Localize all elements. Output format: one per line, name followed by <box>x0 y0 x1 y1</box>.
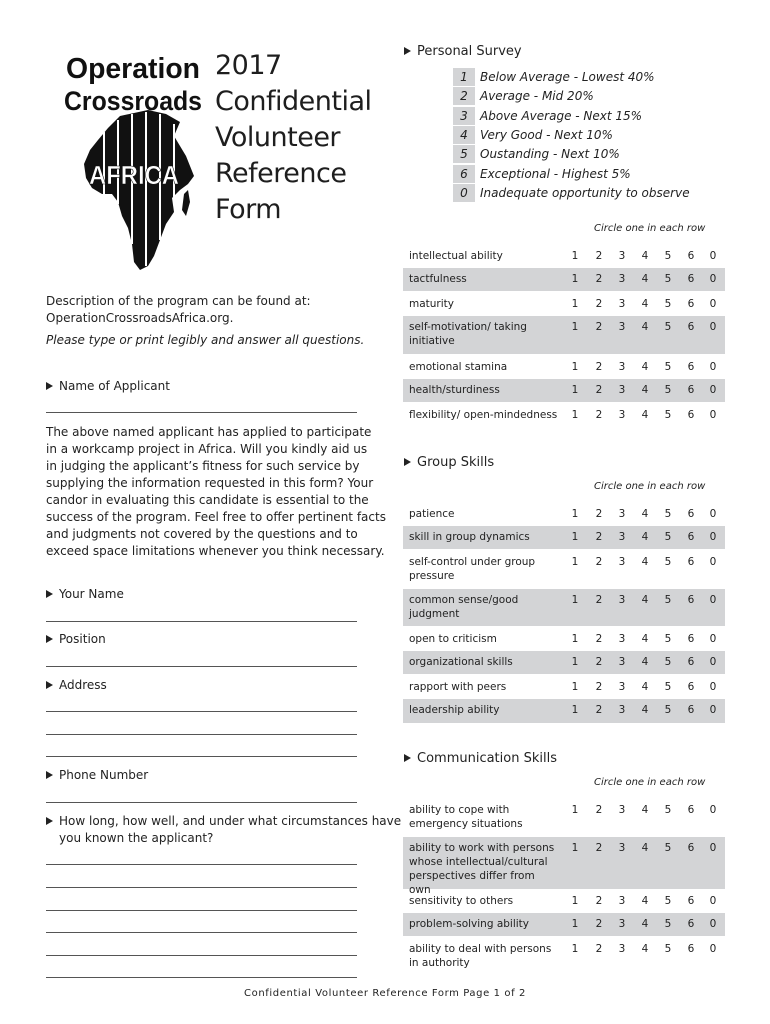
rating-option[interactable]: 0 <box>709 508 717 520</box>
rating-row <box>403 551 725 587</box>
rating-option[interactable]: 4 <box>641 918 649 930</box>
address-field-line-1[interactable] <box>46 711 357 712</box>
intro-line: in a workcamp project in Africa. Will you kindly aid us <box>46 442 368 456</box>
rating-row <box>403 316 725 354</box>
rating-item-label: tactfulness <box>409 273 467 285</box>
triangle-bullet-icon <box>46 590 53 598</box>
rating-option[interactable]: 4 <box>641 409 649 421</box>
rating-option[interactable]: 5 <box>664 943 672 955</box>
rating-option[interactable]: 6 <box>687 842 695 854</box>
how-long-field-line-5[interactable] <box>46 955 357 956</box>
rating-option[interactable]: 3 <box>618 556 626 568</box>
rating-row <box>403 938 725 974</box>
rating-option[interactable]: 2 <box>595 842 603 854</box>
rating-row <box>403 890 725 912</box>
rating-option[interactable]: 0 <box>709 804 717 816</box>
rating-option[interactable]: 0 <box>709 298 717 310</box>
rating-option[interactable]: 1 <box>571 842 579 854</box>
rating-option[interactable]: 5 <box>664 681 672 693</box>
rating-options <box>403 632 725 646</box>
rating-row <box>403 526 725 549</box>
rating-option[interactable]: 6 <box>687 250 695 262</box>
intro-line: success of the program. Feel free to offer pertinent facts <box>46 510 386 524</box>
operation-crossroads-africa-logo <box>62 44 204 274</box>
rating-option[interactable]: 5 <box>664 594 672 606</box>
rating-option[interactable]: 0 <box>709 556 717 568</box>
rating-option[interactable]: 5 <box>664 321 672 333</box>
rating-option[interactable]: 0 <box>709 704 717 716</box>
phone-number-label: Phone Number <box>46 767 148 784</box>
communication-skills-heading: Communication Skills <box>404 751 557 766</box>
rating-option[interactable]: 0 <box>709 681 717 693</box>
scale-description: Above Average - Next 15% <box>480 108 643 123</box>
rating-option[interactable]: 4 <box>641 895 649 907</box>
position-field[interactable] <box>46 666 357 667</box>
rating-option[interactable]: 3 <box>618 361 626 373</box>
rating-option[interactable]: 0 <box>709 943 717 955</box>
rating-option[interactable]: 1 <box>571 633 579 645</box>
rating-option[interactable]: 5 <box>664 508 672 520</box>
how-long-field-line-4[interactable] <box>46 932 357 933</box>
rating-item-label: rapport with peers <box>409 681 507 693</box>
logo-text-operation: Operation <box>66 53 200 85</box>
rating-option[interactable]: 1 <box>571 804 579 816</box>
rating-option[interactable]: 4 <box>641 273 649 285</box>
rating-option[interactable]: 6 <box>687 594 695 606</box>
rating-option[interactable]: 6 <box>687 273 695 285</box>
scale-description: Inadequate opportunity to observe <box>480 185 690 200</box>
rating-option[interactable]: 4 <box>641 298 649 310</box>
logo-text-crossroads: Crossroads <box>64 86 202 116</box>
rating-option[interactable]: 5 <box>664 361 672 373</box>
rating-option[interactable]: 2 <box>595 321 603 333</box>
rating-row <box>403 404 725 426</box>
rating-option[interactable]: 4 <box>641 804 649 816</box>
rating-options <box>403 272 725 286</box>
rating-option[interactable]: 4 <box>641 556 649 568</box>
rating-option[interactable]: 6 <box>687 681 695 693</box>
rating-option[interactable]: 6 <box>687 556 695 568</box>
rating-option[interactable]: 4 <box>641 681 649 693</box>
rating-option[interactable]: 4 <box>641 361 649 373</box>
rating-option[interactable]: 2 <box>595 508 603 520</box>
rating-option[interactable]: 1 <box>571 250 579 262</box>
address-field-line-2[interactable] <box>46 734 357 735</box>
triangle-bullet-icon <box>404 458 411 466</box>
rating-option[interactable]: 1 <box>571 704 579 716</box>
rating-option[interactable]: 6 <box>687 409 695 421</box>
rating-option[interactable]: 1 <box>571 556 579 568</box>
rating-option[interactable]: 2 <box>595 895 603 907</box>
name-of-applicant-label: Name of Applicant <box>46 378 170 395</box>
rating-item-label: problem-solving ability <box>409 918 530 930</box>
rating-option[interactable]: 4 <box>641 943 649 955</box>
how-long-field-line-6[interactable] <box>46 977 357 978</box>
rating-option[interactable]: 6 <box>687 298 695 310</box>
rating-item-label: common sense/good judgment <box>409 594 519 620</box>
title-reference: Reference <box>215 158 347 189</box>
group-skills-heading: Group Skills <box>404 455 494 470</box>
rating-item-label: leadership ability <box>409 704 500 716</box>
rating-option[interactable]: 2 <box>595 409 603 421</box>
rating-item-label: open to criticism <box>409 633 497 645</box>
rating-item-label: sensitivity to others <box>409 895 514 907</box>
title-confidential: Confidential <box>215 86 372 117</box>
rating-option[interactable]: 3 <box>618 409 626 421</box>
rating-option[interactable]: 6 <box>687 943 695 955</box>
rating-option[interactable]: 1 <box>571 943 579 955</box>
rating-option[interactable]: 6 <box>687 804 695 816</box>
rating-option[interactable]: 2 <box>595 384 603 396</box>
scale-number: 5 <box>453 145 475 163</box>
rating-option[interactable]: 6 <box>687 508 695 520</box>
triangle-bullet-icon <box>404 47 411 55</box>
rating-option[interactable]: 5 <box>664 704 672 716</box>
scale-number: 6 <box>453 165 475 183</box>
rating-option[interactable]: 0 <box>709 918 717 930</box>
rating-option[interactable]: 1 <box>571 531 579 543</box>
rating-item-label: ability to cope with emergency situations <box>409 804 523 830</box>
phone-number-field[interactable] <box>46 802 357 803</box>
how-long-field-line-2[interactable] <box>46 887 357 888</box>
rating-row <box>403 268 725 291</box>
intro-line: in judging the applicant’s fitness for such service by <box>46 459 360 473</box>
scale-row <box>453 145 733 164</box>
rating-option[interactable]: 0 <box>709 633 717 645</box>
rating-option[interactable]: 0 <box>709 321 717 333</box>
rating-option[interactable]: 3 <box>618 250 626 262</box>
rating-option[interactable]: 6 <box>687 704 695 716</box>
program-website: OperationCrossroadsAfrica.org. <box>46 311 234 325</box>
rating-option[interactable]: 2 <box>595 918 603 930</box>
triangle-bullet-icon <box>46 382 53 390</box>
rating-item-label: organizational skills <box>409 656 513 668</box>
rating-row <box>403 676 725 698</box>
rating-option[interactable]: 6 <box>687 361 695 373</box>
rating-item-label: emotional stamina <box>409 361 508 373</box>
scale-row <box>453 87 733 106</box>
rating-option[interactable]: 0 <box>709 409 717 421</box>
address-field-line-3[interactable] <box>46 756 357 757</box>
rating-options <box>403 320 725 334</box>
rating-row <box>403 503 725 525</box>
how-long-field-line-3[interactable] <box>46 910 357 911</box>
triangle-bullet-icon <box>46 817 53 825</box>
scale-number: 3 <box>453 107 475 125</box>
scale-description: Below Average - Lowest 40% <box>480 70 655 84</box>
rating-option[interactable]: 3 <box>618 943 626 955</box>
rating-options <box>403 841 725 855</box>
rating-option[interactable]: 5 <box>664 250 672 262</box>
scale-row <box>453 184 733 203</box>
rating-options <box>403 803 725 817</box>
instruction-text: Please type or print legibly and answer all questions. <box>46 333 365 347</box>
rating-option[interactable]: 3 <box>618 531 626 543</box>
rating-item-label: ability to deal with persons in authority <box>409 943 552 969</box>
rating-option[interactable]: 0 <box>709 273 717 285</box>
scale-number: 4 <box>453 126 475 144</box>
rating-option[interactable]: 4 <box>641 594 649 606</box>
logo-text-africa: AFRICA <box>89 160 180 190</box>
rating-item-label: ability to work with persons whose intellectual/cultural perspectives differ from own <box>409 842 555 896</box>
rating-option[interactable]: 3 <box>618 681 626 693</box>
rating-option[interactable]: 2 <box>595 273 603 285</box>
rating-option[interactable]: 5 <box>664 918 672 930</box>
scale-row <box>453 165 733 184</box>
rating-option[interactable]: 0 <box>709 895 717 907</box>
how-long-field-line-1[interactable] <box>46 864 357 865</box>
rating-option[interactable]: 6 <box>687 531 695 543</box>
rating-option[interactable]: 5 <box>664 804 672 816</box>
how-long-known-label-cont: you known the applicant? <box>59 831 214 845</box>
rating-option[interactable]: 0 <box>709 361 717 373</box>
rating-options <box>403 383 725 397</box>
rating-option[interactable]: 5 <box>664 895 672 907</box>
rating-option[interactable]: 4 <box>641 508 649 520</box>
rating-option[interactable]: 0 <box>709 656 717 668</box>
rating-row <box>403 651 725 674</box>
rating-option[interactable]: 2 <box>595 298 603 310</box>
scale-description: Very Good - Next 10% <box>480 127 613 142</box>
rating-option[interactable]: 3 <box>618 273 626 285</box>
rating-option[interactable]: 4 <box>641 321 649 333</box>
rating-option[interactable]: 2 <box>595 681 603 693</box>
rating-option[interactable]: 0 <box>709 594 717 606</box>
rating-row <box>403 245 725 267</box>
rating-item-label: health/sturdiness <box>409 384 500 396</box>
rating-option[interactable]: 2 <box>595 594 603 606</box>
rating-option[interactable]: 1 <box>571 384 579 396</box>
intro-line: supplying the information requested in this form? Your <box>46 476 374 490</box>
rating-option[interactable]: 3 <box>618 842 626 854</box>
description-text: Description of the program can be found at: <box>46 294 311 308</box>
title-year: 2017 <box>215 50 282 81</box>
scale-number: 1 <box>453 68 475 86</box>
rating-option[interactable]: 0 <box>709 250 717 262</box>
scale-description: Exceptional - Highest 5% <box>480 166 631 181</box>
rating-option[interactable]: 2 <box>595 250 603 262</box>
rating-option[interactable]: 2 <box>595 361 603 373</box>
address-label: Address <box>46 677 107 694</box>
rating-option[interactable]: 3 <box>618 594 626 606</box>
intro-paragraph <box>46 424 386 560</box>
rating-item-label: intellectual ability <box>409 250 503 262</box>
rating-row <box>403 837 725 896</box>
rating-option[interactable]: 2 <box>595 943 603 955</box>
rating-option[interactable]: 3 <box>618 508 626 520</box>
rating-option[interactable]: 3 <box>618 804 626 816</box>
rating-options <box>403 530 725 544</box>
scale-description: Average - Mid 20% <box>480 89 594 104</box>
rating-option[interactable]: 4 <box>641 656 649 668</box>
position-label: Position <box>46 631 106 648</box>
rating-option[interactable]: 1 <box>571 594 579 606</box>
intro-line: candor in evaluating this candidate is essential to the <box>46 493 369 507</box>
rating-option[interactable]: 2 <box>595 633 603 645</box>
rating-option[interactable]: 6 <box>687 321 695 333</box>
rating-options <box>403 593 725 607</box>
rating-option[interactable]: 5 <box>664 531 672 543</box>
your-name-field[interactable] <box>46 621 357 622</box>
how-long-known-label: How long, how well, and under what circumstances have <box>46 813 401 830</box>
scale-description: Oustanding - Next 10% <box>480 147 620 162</box>
rating-item-label: skill in group dynamics <box>409 531 530 543</box>
rating-item-label: self-motivation/ taking initiative <box>409 321 527 347</box>
rating-option[interactable]: 3 <box>618 895 626 907</box>
scale-row <box>453 107 733 126</box>
rating-option[interactable]: 0 <box>709 842 717 854</box>
circle-instruction-communication: Circle one in each row <box>594 777 706 788</box>
rating-option[interactable]: 1 <box>571 298 579 310</box>
intro-line: The above named applicant has applied to participate <box>46 425 372 439</box>
scale-row <box>453 68 733 87</box>
rating-option[interactable]: 4 <box>641 842 649 854</box>
rating-option[interactable]: 2 <box>595 804 603 816</box>
rating-item-label: patience <box>409 508 455 520</box>
rating-item-label: self-control under group pressure <box>409 556 536 582</box>
rating-option[interactable]: 6 <box>687 895 695 907</box>
rating-option[interactable]: 2 <box>595 656 603 668</box>
scale-row <box>453 126 733 145</box>
rating-option[interactable]: 6 <box>687 918 695 930</box>
rating-options <box>403 703 725 717</box>
scale-number: 2 <box>453 87 475 105</box>
rating-item-label: flexibility/ open-mindedness <box>409 409 558 421</box>
rating-option[interactable]: 3 <box>618 704 626 716</box>
personal-survey-heading: Personal Survey <box>404 44 522 59</box>
rating-item-label: maturity <box>409 298 454 310</box>
rating-row <box>403 589 725 626</box>
rating-option[interactable]: 1 <box>571 361 579 373</box>
rating-option[interactable]: 1 <box>571 918 579 930</box>
rating-options <box>403 408 725 422</box>
rating-option[interactable]: 1 <box>571 321 579 333</box>
rating-option[interactable]: 5 <box>664 298 672 310</box>
rating-option[interactable]: 3 <box>618 918 626 930</box>
rating-option[interactable]: 1 <box>571 681 579 693</box>
rating-option[interactable]: 4 <box>641 531 649 543</box>
rating-option[interactable]: 1 <box>571 273 579 285</box>
rating-option[interactable]: 4 <box>641 633 649 645</box>
rating-option[interactable]: 5 <box>664 842 672 854</box>
rating-row <box>403 356 725 378</box>
rating-row <box>403 799 725 835</box>
rating-option[interactable]: 0 <box>709 384 717 396</box>
rating-option[interactable]: 2 <box>595 704 603 716</box>
rating-option[interactable]: 5 <box>664 384 672 396</box>
rating-row <box>403 293 725 315</box>
rating-options <box>403 942 725 956</box>
rating-option[interactable]: 1 <box>571 656 579 668</box>
triangle-bullet-icon <box>46 635 53 643</box>
page-footer: Confidential Volunteer Reference Form Page 1 of 2 <box>244 988 526 999</box>
rating-option[interactable]: 6 <box>687 633 695 645</box>
circle-instruction-personal: Circle one in each row <box>594 223 706 234</box>
rating-row <box>403 699 725 723</box>
title-volunteer: Volunteer <box>215 122 341 153</box>
rating-options <box>403 894 725 908</box>
intro-line: and judgments not covered by the questions and to <box>46 527 358 541</box>
name-of-applicant-field[interactable] <box>46 412 357 413</box>
rating-option[interactable]: 5 <box>664 556 672 568</box>
rating-options <box>403 680 725 694</box>
rating-options <box>403 507 725 521</box>
circle-instruction-group: Circle one in each row <box>594 481 706 492</box>
rating-row <box>403 628 725 650</box>
your-name-label: Your Name <box>46 586 124 603</box>
rating-option[interactable]: 2 <box>595 531 603 543</box>
scale-number: 0 <box>453 184 475 202</box>
intro-line: exceed space limitations whenever you think necessary. <box>46 544 385 558</box>
rating-option[interactable]: 1 <box>571 508 579 520</box>
rating-option[interactable]: 5 <box>664 656 672 668</box>
rating-option[interactable]: 3 <box>618 633 626 645</box>
rating-options <box>403 917 725 931</box>
triangle-bullet-icon <box>46 681 53 689</box>
rating-option[interactable]: 3 <box>618 384 626 396</box>
triangle-bullet-icon <box>46 771 53 779</box>
rating-option[interactable]: 6 <box>687 656 695 668</box>
rating-option[interactable]: 4 <box>641 250 649 262</box>
rating-option[interactable]: 3 <box>618 298 626 310</box>
rating-option[interactable]: 1 <box>571 409 579 421</box>
rating-row <box>403 913 725 936</box>
rating-option[interactable]: 6 <box>687 384 695 396</box>
rating-options <box>403 297 725 311</box>
rating-option[interactable]: 5 <box>664 273 672 285</box>
rating-option[interactable]: 0 <box>709 531 717 543</box>
rating-row <box>403 379 725 402</box>
rating-option[interactable]: 4 <box>641 384 649 396</box>
rating-option[interactable]: 5 <box>664 633 672 645</box>
rating-options <box>403 360 725 374</box>
rating-options <box>403 655 725 669</box>
rating-option[interactable]: 5 <box>664 409 672 421</box>
rating-option[interactable]: 1 <box>571 895 579 907</box>
rating-option[interactable]: 4 <box>641 704 649 716</box>
title-form: Form <box>215 194 282 225</box>
rating-options <box>403 249 725 263</box>
rating-option[interactable]: 2 <box>595 556 603 568</box>
rating-option[interactable]: 3 <box>618 321 626 333</box>
rating-option[interactable]: 3 <box>618 656 626 668</box>
rating-options <box>403 555 725 569</box>
triangle-bullet-icon <box>404 754 411 762</box>
